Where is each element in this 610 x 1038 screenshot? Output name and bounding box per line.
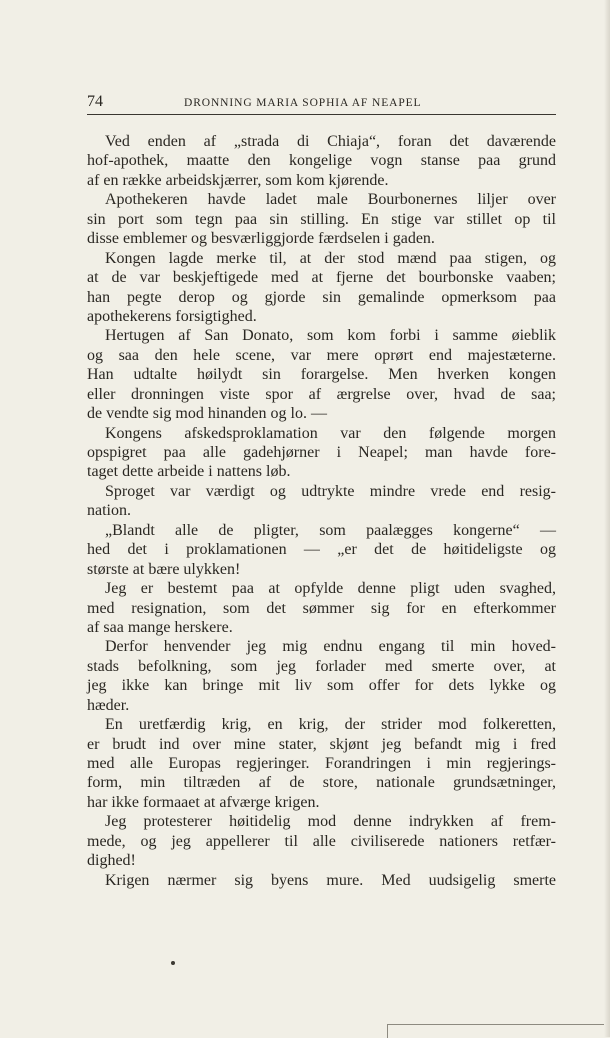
- ink-speck: [171, 961, 175, 965]
- text-line: dighed!: [87, 852, 136, 870]
- text-line: Hertugen af San Donato, som kom forbi i samme øieblik: [105, 327, 556, 345]
- page-corner-mark: [387, 1024, 610, 1038]
- text-line: hed det i proklamationen — „er det de høitideligste og: [87, 541, 556, 559]
- text-line: taget dette arbeide i nattens løb.: [87, 463, 291, 481]
- text-line: største at bære ulykken!: [87, 560, 241, 578]
- text-line: med resignation, som det sømmer sig for en efterkommer: [87, 599, 556, 617]
- text-line: hæder.: [87, 696, 130, 714]
- text-line: disse emblemer og besværliggjorde færdselen i gaden.: [87, 230, 435, 248]
- text-line: er brudt ind over mine stater, skjønt jeg befandt mig i fred: [87, 735, 556, 753]
- text-line: eller dronningen viste spor af ærgrelse over, hvad de saa;: [87, 385, 556, 403]
- text-line: Jeg er bestemt paa at opfylde denne pligt uden svaghed,: [105, 580, 556, 598]
- text-line: sin port som tegn paa sin stilling. En stige var stillet op til: [87, 210, 556, 228]
- running-header: [87, 92, 556, 115]
- text-line: En uretfærdig krig, en krig, der strider mod folkeretten,: [105, 716, 556, 734]
- text-line: Kongens afskedsproklamation var den følgende morgen: [105, 424, 556, 442]
- text-line: Jeg protesterer høitidelig mod denne indrykken af frem-: [105, 813, 556, 831]
- running-title: DRONNING MARIA SOPHIA AF NEAPEL: [184, 97, 422, 109]
- text-line: stads befolkning, som jeg forlader med smerte over, at: [87, 657, 556, 675]
- text-line: Han udtalte høilydt sin forargelse. Men hverken kongen: [87, 366, 556, 384]
- text-line: jeg ikke kan bringe mit liv som offer for dets lykke og: [87, 677, 556, 695]
- text-line: han pegte derop og gjorde sin gemalinde opmerksom paa: [87, 288, 556, 306]
- text-line: Kongen lagde merke til, at der stod mænd paa stigen, og: [105, 249, 556, 267]
- text-line: Krigen nærmer sig byens mure. Med uudsigelig smerte: [105, 871, 556, 889]
- text-line: med alle Europas regjeringer. Forandringen i min regjerings-: [87, 755, 556, 772]
- text-line: opspigret paa alle gadehjørner i Neapel; man havde fore-: [87, 444, 556, 461]
- page-number: 74: [87, 93, 103, 110]
- text-line: af en række arbeidskjærrer, som kom kjørende.: [87, 171, 389, 189]
- text-line: nation.: [87, 502, 131, 520]
- text-line: mede, og jeg appellerer til alle civiliserede nationers retfær-: [87, 832, 556, 850]
- text-line: har ikke formaaet at afværge krigen.: [87, 793, 320, 811]
- text-line: og saa den hele scene, var mere oprørt end majestæterne.: [87, 346, 556, 364]
- text-line: „Blandt alle de pligter, som paalægges kongerne“ —: [105, 521, 556, 539]
- text-line: af saa mange herskere.: [87, 618, 233, 636]
- text-line: Derfor henvender jeg mig endnu engang til min hoved-: [105, 638, 556, 656]
- text-line: form, min tiltræden af de store, nationale grundsætninger,: [87, 774, 556, 792]
- text-line: hof-apothek, maatte den kongelige vogn stanse paa grund: [87, 152, 556, 170]
- text-line: Sproget var værdigt og udtrykte mindre vrede end resig-: [105, 482, 556, 500]
- text-line: Apothekeren havde ladet male Bourbonernes liljer over: [105, 191, 556, 209]
- text-line: Ved enden af „strada di Chiaja“, foran det daværende: [105, 133, 556, 150]
- body-text: [87, 132, 556, 890]
- text-line: de vendte sig mod hinanden og lo. —: [87, 405, 327, 423]
- text-line: at de var beskjeftigede med at fjerne det bourbonske vaaben;: [87, 269, 556, 287]
- text-line: apothekerens forsigtighed.: [87, 307, 257, 325]
- page-edge-shadow: [604, 0, 610, 1037]
